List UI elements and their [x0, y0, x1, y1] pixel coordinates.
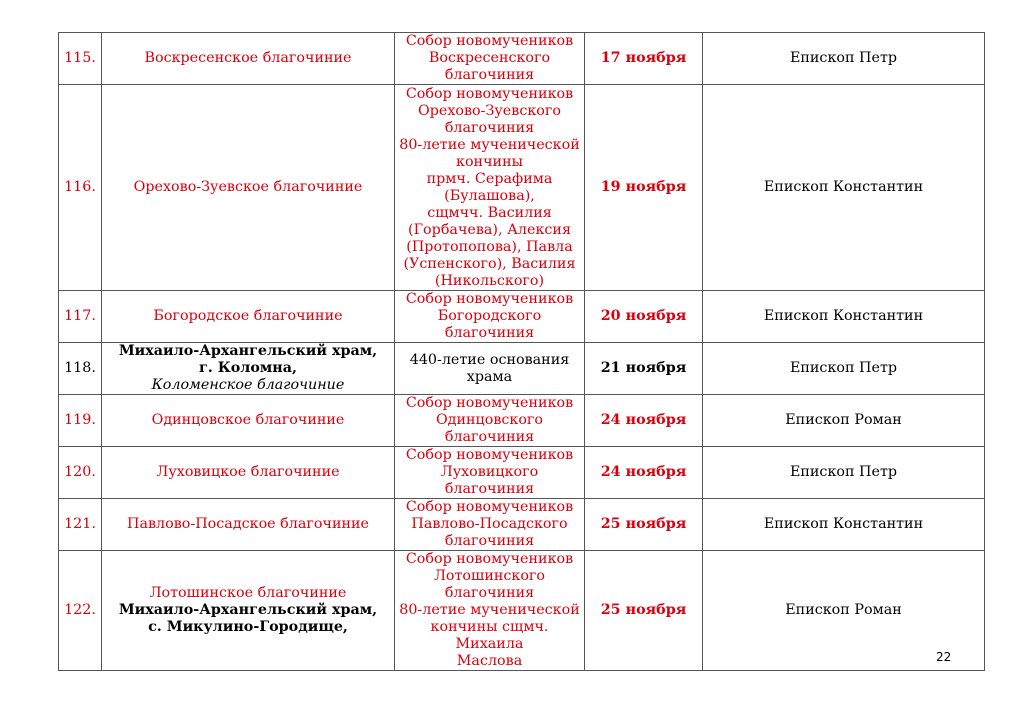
date-cell: 21 ноября [585, 343, 703, 395]
event-line: Собор новомучеников [405, 447, 574, 463]
church-name: Михаило-Архангельский храм, [118, 343, 378, 359]
event-line: храма [466, 368, 513, 385]
church-name: Михаило-Архангельский храм, [118, 602, 378, 618]
church-city: г. Коломна, [199, 360, 297, 376]
event-cell [395, 447, 585, 499]
event-cell [395, 291, 585, 343]
event-line: сщмчч. Василия [427, 204, 552, 221]
row-number: 118. [59, 343, 102, 395]
table-row [59, 343, 985, 395]
deanery-cell: Богородское благочиние [102, 291, 395, 343]
table-row [59, 85, 985, 291]
event-line: Собор новомучеников [405, 499, 574, 515]
event-line: (Никольского) [434, 272, 545, 289]
event-line: Богородского благочиния [437, 308, 542, 341]
event-cell [395, 33, 585, 85]
bishop-cell: Епископ Константин [703, 85, 985, 291]
event-line: (Булашова), [444, 187, 535, 204]
bishop-cell: Епископ Петр [703, 343, 985, 395]
event-cell [395, 499, 585, 551]
bishop-cell: Епископ Петр [703, 33, 985, 85]
table-row [59, 551, 985, 671]
row-number: 119. [59, 395, 102, 447]
event-line: Орехово-Зуевского [418, 102, 561, 119]
deanery-cell: Воскресенское благочиние [102, 33, 395, 85]
page-number: 22 [936, 650, 952, 664]
bishop-cell: Епископ Роман [703, 395, 985, 447]
event-line: Маслова [456, 653, 523, 669]
event-line: (Горбачева), Алексия [408, 221, 571, 238]
event-line: благочиния [444, 585, 535, 601]
row-number: 116. [59, 85, 102, 291]
church-village: с. Микулино-Городище, [148, 619, 348, 635]
event-line: Собор новомучеников [405, 85, 574, 102]
bishop-cell: Епископ Роман [703, 551, 985, 671]
table-row [59, 33, 985, 85]
event-cell [395, 343, 585, 395]
schedule-table [58, 32, 985, 671]
event-line: (Протопопова), Павла [406, 238, 573, 255]
event-line: Собор новомучеников [405, 291, 574, 307]
event-line: благочиния [444, 119, 535, 136]
row-number: 115. [59, 33, 102, 85]
event-line: Собор новомучеников [405, 395, 574, 411]
event-line: Собор новомучеников [405, 33, 574, 49]
deanery-cell: Одинцовское благочиние [102, 395, 395, 447]
table-row [59, 499, 985, 551]
date-cell: 20 ноября [585, 291, 703, 343]
deanery-cell: Луховицкое благочиние [102, 447, 395, 499]
event-line: кончины [456, 153, 523, 170]
bishop-cell: Епископ Петр [703, 447, 985, 499]
deanery-cell: Павлово-Посадское благочиние [102, 499, 395, 551]
event-line: Луховицкого благочиния [440, 464, 539, 497]
event-line: Собор новомучеников [405, 551, 574, 567]
event-line: благочиния [444, 67, 535, 83]
event-line: (Успенского), Василия [403, 255, 576, 272]
event-line: Одинцовского [435, 412, 544, 428]
event-line: благочиния [444, 533, 535, 549]
event-cell [395, 551, 585, 671]
row-number: 120. [59, 447, 102, 499]
deanery-cell: Орехово-Зуевское благочиние [102, 85, 395, 291]
event-line: прмч. Серафима [426, 170, 553, 187]
date-cell: 17 ноября [585, 33, 703, 85]
row-number: 122. [59, 551, 102, 671]
table-row [59, 291, 985, 343]
event-cell [395, 85, 585, 291]
date-cell: 25 ноября [585, 551, 703, 671]
deanery-cell [102, 551, 395, 671]
deanery-name: Коломенское благочиние [151, 377, 345, 393]
event-line: Лотошинского [433, 568, 546, 584]
event-line: 80-летие мученической [399, 136, 580, 153]
event-line: 440-летие основания [409, 351, 570, 368]
date-cell: 25 ноября [585, 499, 703, 551]
deanery-name: Лотошинское благочиние [149, 585, 347, 601]
table-row [59, 447, 985, 499]
table-row [59, 395, 985, 447]
event-line: Воскресенского [428, 50, 551, 66]
event-cell [395, 395, 585, 447]
bishop-cell: Епископ Константин [703, 291, 985, 343]
date-cell: 24 ноября [585, 395, 703, 447]
date-cell: 24 ноября [585, 447, 703, 499]
date-cell: 19 ноября [585, 85, 703, 291]
event-line: 80-летие мученической [399, 602, 580, 618]
bishop-cell: Епископ Константин [703, 499, 985, 551]
deanery-cell [102, 343, 395, 395]
event-line: кончины сщмч. Михаила [430, 619, 549, 652]
event-line: благочиния [444, 429, 535, 445]
row-number: 117. [59, 291, 102, 343]
row-number: 121. [59, 499, 102, 551]
event-line: Павлово-Посадского [411, 516, 568, 532]
